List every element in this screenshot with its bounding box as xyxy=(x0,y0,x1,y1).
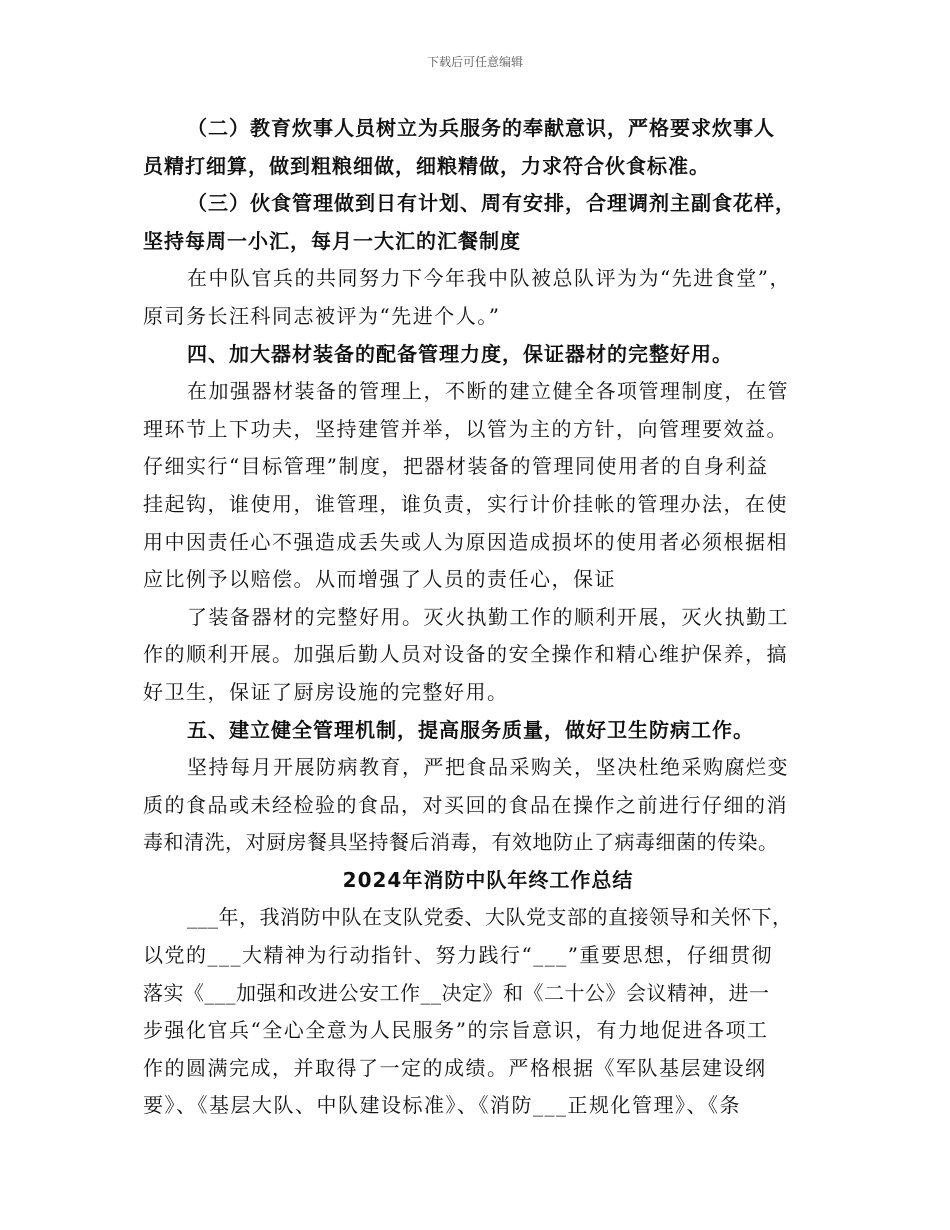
paragraph-line: 作的圆满完成，并取得了一定的成绩。严格根据《军队基层建设纲 xyxy=(143,1055,767,1080)
section-heading: 四、加大器材装备的配备管理力度，保证器材的完整好用。 xyxy=(187,341,733,366)
paragraph-line: 员精打细算，做到粗粮细做，细粮精做，力求符合伙食标准。 xyxy=(143,153,710,178)
section-heading: 五、建立健全管理机制，提高服务质量，做好卫生防病工作。 xyxy=(187,717,754,742)
paragraph-line: 作的顺利开展。加强后勤人员对设备的安全操作和精心维护保养，搞 xyxy=(143,642,788,667)
paragraph-line: 坚持每月开展防病教育，严把食品采购关，坚决杜绝采购腐烂变 xyxy=(187,755,789,780)
document-title: 2024年消防中队年终工作总结 xyxy=(342,867,634,892)
paragraph-line: 步强化官兵“全心全意为人民服务”的宗旨意识，有力地促进各项工 xyxy=(143,1018,769,1043)
paragraph-line: 落实《___加强和改进公安工作__决定》和《二十公》会议精神，进一 xyxy=(143,980,770,1005)
paragraph-line: 要》、《基层大队、中队建设标准》、《消防___正规化管理》、《条 xyxy=(143,1093,741,1118)
paragraph-line: 应比例予以赔偿。从而增强了人员的责任心，保证 xyxy=(143,567,616,592)
paragraph-line: （二）教育炊事人员树立为兵服务的奉献意识，严格要求炊事人 xyxy=(187,116,775,140)
paragraph-line: 毒和清洗，对厨房餐具坚持餐后消毒，有效地防止了病毒细菌的传染。 xyxy=(143,830,779,855)
paragraph-line: 原司务长汪科同志被评为“先进个人。” xyxy=(143,303,501,328)
paragraph-line: 了装备器材的完整好用。灭火执勤工作的顺利开展，灭火执勤工 xyxy=(187,604,789,629)
paragraph-line: 好卫生，保证了厨房设施的完整好用。 xyxy=(143,679,509,704)
paragraph-line: 在中队官兵的共同努力下今年我中队被总队评为为“先进食堂”， xyxy=(187,266,791,291)
paragraph-line: 仔细实行“目标管理”制度，把器材装备的管理同使用者的自身利益 xyxy=(143,454,769,479)
paragraph-line: 用中因责任心不强造成丢失或人为原因造成损坏的使用者必须根据相 xyxy=(143,529,788,554)
paragraph-line: 质的食品或未经检验的食品，对买回的食品在操作之前进行仔细的消 xyxy=(143,792,788,817)
paragraph-line: 在加强器材装备的管理上，不断的建立健全各项管理制度，在管 xyxy=(187,379,789,404)
paragraph-line: ___年，我消防中队在支队党委、大队党支部的直接领导和关怀下， xyxy=(187,905,793,930)
paragraph-line: （三）伙食管理做到日有计划、周有安排，合理调剂主副食花样， xyxy=(187,191,796,216)
paragraph-line: 挂起钩，谁使用，谁管理，谁负责，实行计价挂帐的管理办法，在使 xyxy=(143,491,788,516)
document-body xyxy=(143,110,833,1125)
paragraph-line: 理环节上下功夫，坚持建管并举，以管为主的方针，向管理要效益。 xyxy=(143,416,788,441)
paragraph-line: 坚持每周一小汇，每月一大汇的汇餐制度 xyxy=(143,228,521,253)
page-header: 下载后可任意编辑 xyxy=(426,55,523,69)
paragraph-line: 以党的___大精神为行动指针、努力践行“___”重要思想，仔细贯彻 xyxy=(143,943,773,968)
